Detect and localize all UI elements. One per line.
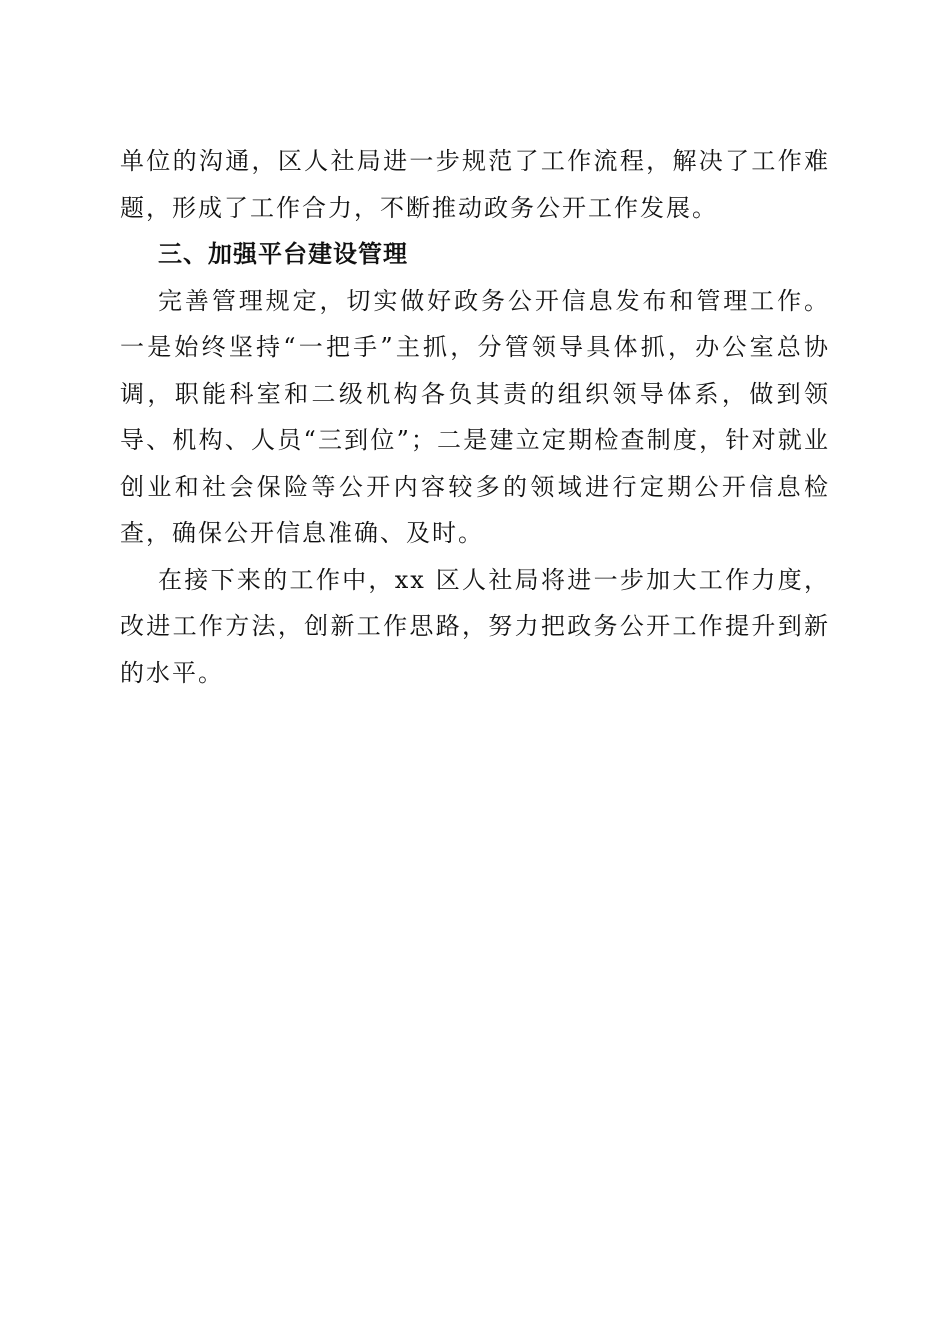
closing-paragraph: 在接下来的工作中，xx 区人社局将进一步加大工作力度，改进工作方法，创新工作思路，努力把政务公开工作提升到新的水平。 bbox=[120, 565, 830, 687]
document-body bbox=[120, 138, 830, 696]
body-paragraph: 完善管理规定，切实做好政务公开信息发布和管理工作。一是始终坚持“一把手”主抓，分管领导具体抓，办公室总协调，职能科室和二级机构各负其责的组织领导体系，做到领导、机构、人员“三到位”；二是建立定期检查制度，针对就业创业和社会保险等公开内容较多的领域进行定期公开信息检查，确保公开信息准确、及时。 bbox=[120, 286, 830, 547]
continued-paragraph: 单位的沟通，区人社局进一步规范了工作流程，解决了工作难题，形成了工作合力，不断推动政务公开工作发展。 bbox=[120, 147, 830, 222]
section-heading: 三、加强平台建设管理 bbox=[158, 240, 408, 268]
